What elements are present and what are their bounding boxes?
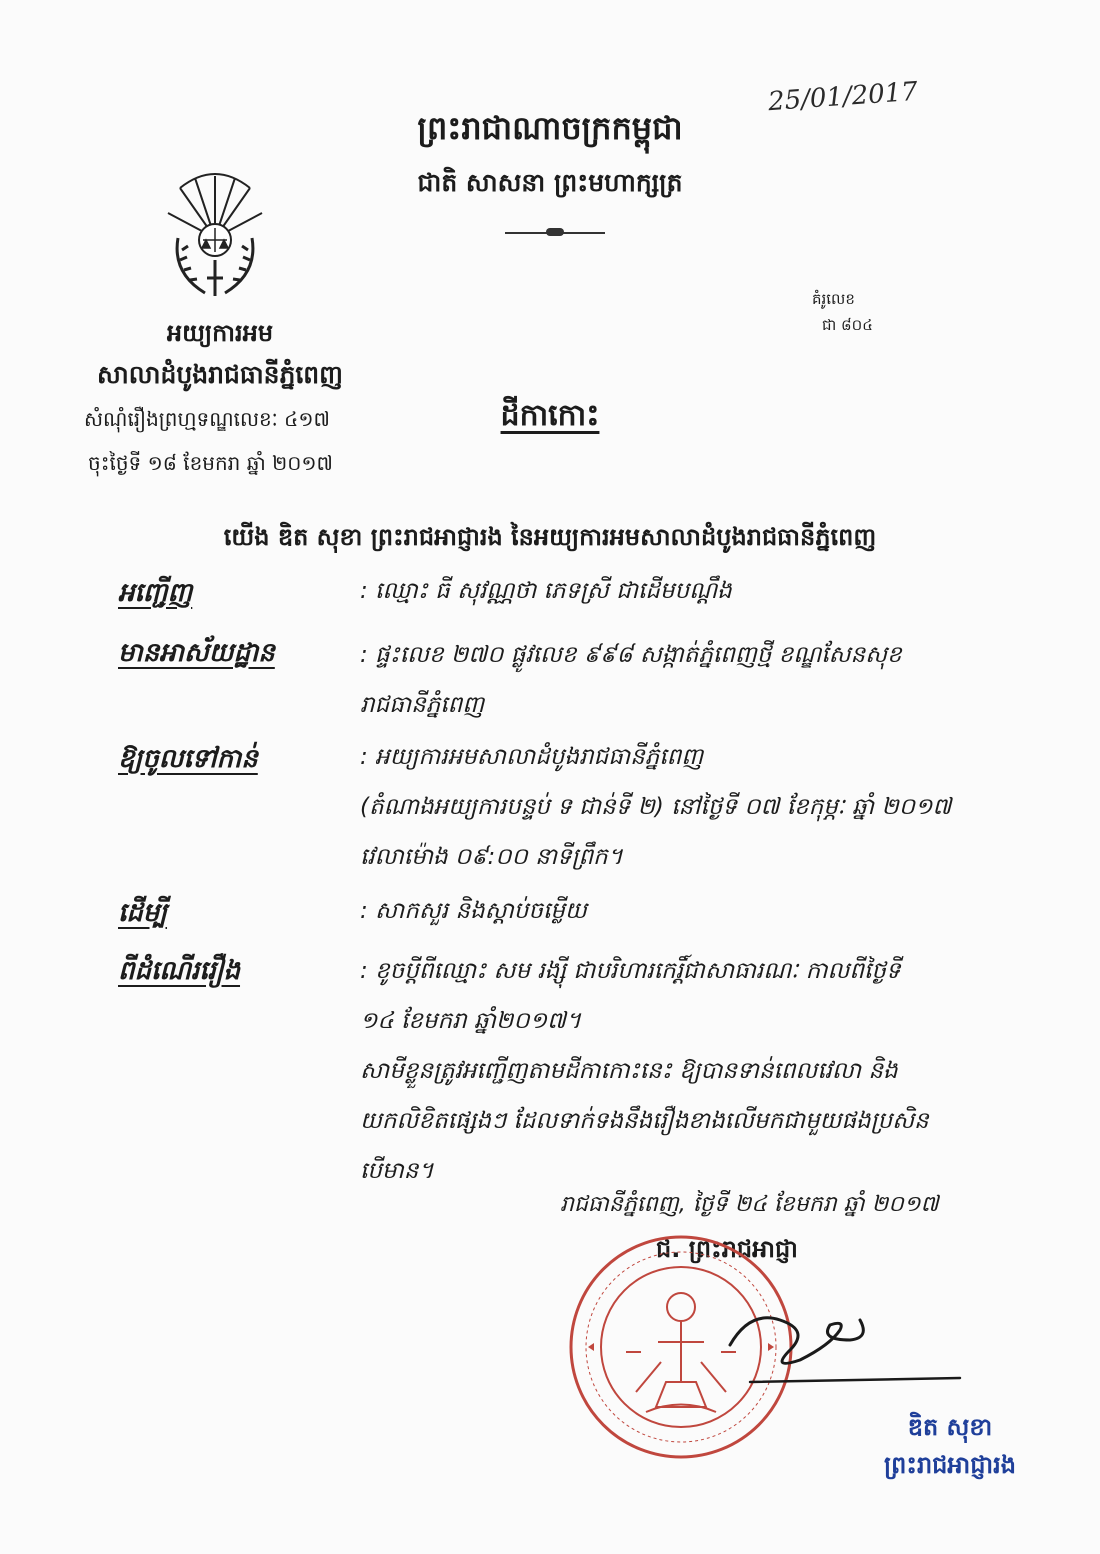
value-line: យកលិខិតផ្សេងៗ ដែលទាក់ទងនឹងរឿងខាងលើមកជាមួយផងប្រសិន [360,1108,929,1134]
field-value-story [360,946,985,1196]
place-and-date: រាជធានីភ្នំពេញ, ថ្ងៃទី ២៤ ខែមករា ឆ្នាំ ២០១៧ [560,1192,939,1217]
value-line: (តំណាងអយ្យការបន្ទប់ ទ ជាន់ទី ២) នៅថ្ងៃទី ០៧ ខែកុម្ភៈ ឆ្នាំ ២០១៧ [360,794,952,820]
field-label-purpose: ដើម្បី [118,898,168,928]
value-line: បើមាន។ [360,1158,434,1184]
value-line: : ផ្ទះលេខ ២៧០ ផ្លូវលេខ ៩៩៨ សង្កាត់ភ្នំពេញថ្មី ខណ្ឌសែនសុខ [360,642,902,668]
field-label-address: មានអាស័យដ្ឋាន [118,638,275,668]
case-number: សំណុំរឿងព្រហ្មទណ្ឌលេខៈ ៤១៧ [84,407,330,431]
field-value-invite [360,566,985,616]
value-line: ១៤ ខែមករា ឆ្នាំ២០១៧។ [360,1008,582,1034]
value-line: វេលាម៉ោង ០៩:០០ នាទីព្រឹក។ [360,844,623,870]
field-label-goto: ឱ្យចូលទៅកាន់ [118,744,258,774]
form-code-number: ជា ៨០៤ [822,316,873,334]
value-line: សាមីខ្លួនត្រូវអញ្ជើញតាមដីកាកោះនេះ ឱ្យបានទាន់ពេលវេលា និង [360,1058,898,1084]
field-value-goto [360,732,985,882]
handwritten-signature [720,1290,970,1400]
field-label-story: ពីដំណើររឿង [118,956,241,986]
signer-name: ឌិត សុខា [907,1413,993,1441]
field-label-invite: អញ្ជើញ [118,578,193,608]
divider-ornament [546,228,564,236]
signer-title: ព្រះរាជអាជ្ញារង [884,1451,1016,1479]
value-line: រាជធានីភ្នំពេញ [360,692,485,718]
document-title: ដីកាកោះ [500,398,600,433]
case-date: ចុះថ្ងៃទី ១៨ ខែមករា ឆ្នាំ ២០១៧ [88,451,333,475]
issuer-court: សាលាដំបូងរាជធានីភ្នំពេញ [97,360,343,389]
kingdom-title: ព្រះរាជាណាចក្រកម្ពុជា [417,109,683,147]
on-behalf-of: ជ. ព្រះរាជអាជ្ញា [656,1235,798,1263]
value-line: : ខូចប្ដីពីឈ្មោះ សម រង្ស៊ី ជាបរិហារកេរ្ដិ៍ជាសាធារណៈ កាលពីថ្ងៃទី [360,958,901,984]
field-value-purpose [360,886,985,936]
national-motto: ជាតិ សាសនា ព្រះមហាក្សត្រ [417,168,683,197]
handwritten-date: 25/01/2017 [767,76,919,118]
court-emblem [160,168,270,308]
value-line: : សាកសួរ និងស្ដាប់ចម្លើយ [360,898,587,924]
form-code: គំរូលេខ [812,290,855,308]
field-value-address [360,630,985,730]
issuer-office: អយ្យការអម [166,319,274,347]
opening-line: យើង ឌិត សុខា ព្រះរាជអាជ្ញារង នៃអយ្យការអមសាលាដំបូងរាជធានីភ្នំពេញ [223,523,877,551]
value-line: : ឈ្មោះ ធី សុវណ្ណថា ភេទស្រី ជាដើមបណ្ដឹង [360,578,732,604]
value-line: : អយ្យការអមសាលាដំបូងរាជធានីភ្នំពេញ [360,744,704,770]
